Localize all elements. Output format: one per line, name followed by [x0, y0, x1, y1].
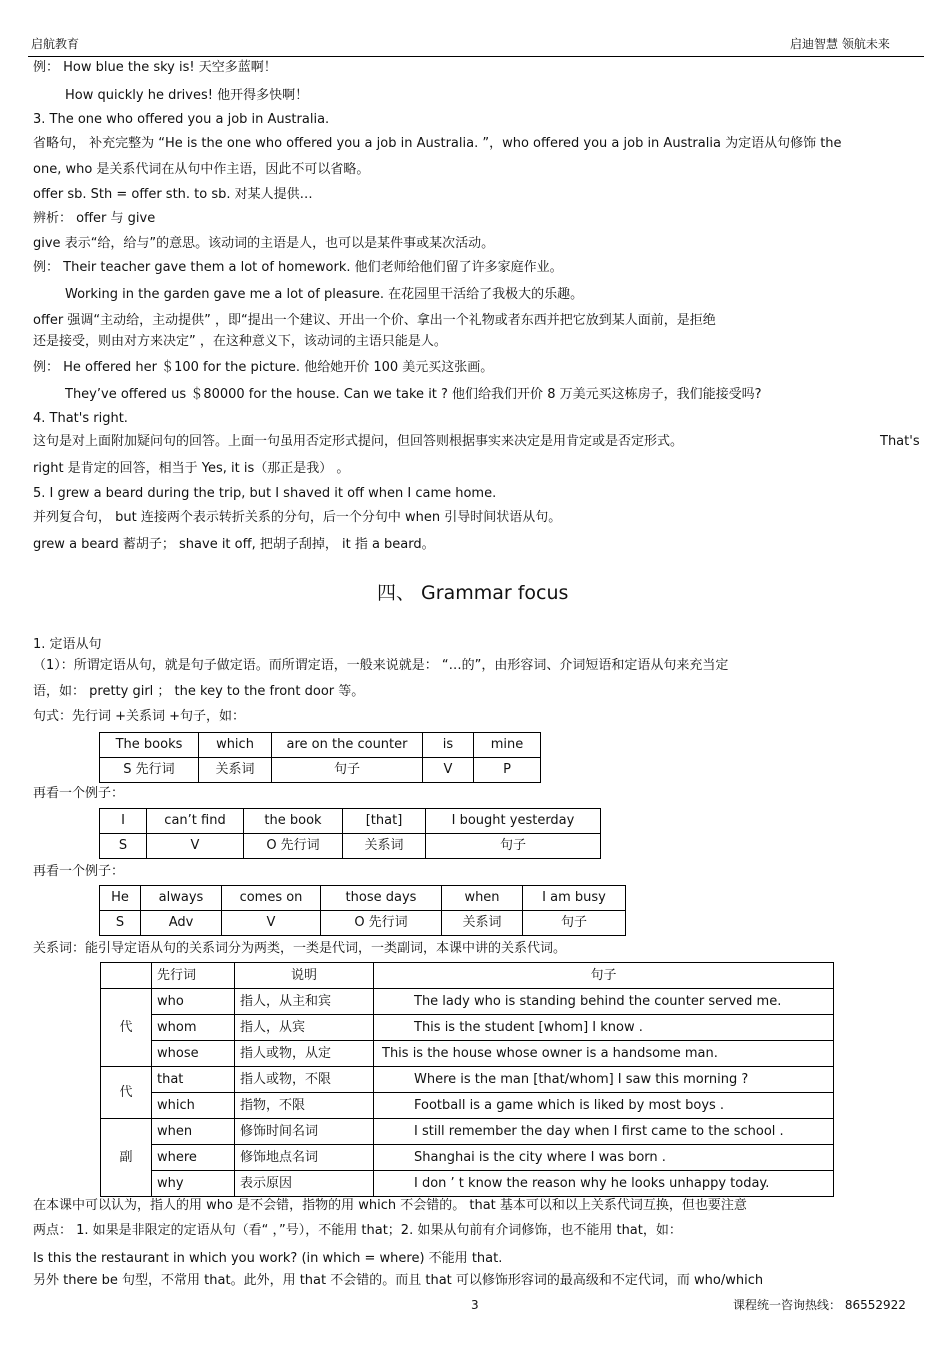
text-line: one, who 是关系代词在从句中作主语，因此不可以省略。	[33, 162, 370, 177]
table-cell: 指人，从主和宾	[235, 989, 374, 1015]
text-line: right 是肯定的回答，相当于 Yes, it is（那正是我） 。	[33, 461, 350, 476]
text-line: offer 强调“主动给，主动提供” ，即“提出一个建议、开出一个价、拿出一个礼物或者东西并把它放到某人面前，是拒绝	[33, 313, 716, 328]
table-cell: S	[100, 911, 141, 936]
table-cell: 指物，不限	[235, 1093, 374, 1119]
text-line: 例： He offered her ＄100 for the picture. 他给她开价 100 美元买这张画。	[33, 360, 494, 375]
table-cell: I am busy	[523, 886, 626, 911]
text-line: 辨析： offer 与 give	[33, 211, 156, 226]
table-cell: comes on	[222, 886, 321, 911]
text-line: 两点： 1. 如果是非限定的定语从句（看“ ，”号），不能用 that；2. 如果从句前有介词修饰，也不能用 that，如：	[33, 1223, 682, 1238]
table-cell: the book	[244, 809, 343, 834]
text-line: 省略句， 补充完整为 “He is the one who offered you a job in Australia. ”，who offered you a job in Australia 为定语从句修饰 the	[33, 136, 842, 151]
text-line: offer sb. Sth = offer sth. to sb. 对某人提供…	[33, 187, 313, 202]
table-cell: P	[474, 758, 541, 783]
table-cell: 句子	[523, 911, 626, 936]
table-cell: V	[423, 758, 474, 783]
table-cell: why	[152, 1171, 235, 1197]
table-cell: This is the student [whom] I know .	[374, 1015, 834, 1041]
section-title: 四、 Grammar focus	[377, 582, 569, 604]
table-cell: 指人或物，不限	[235, 1067, 374, 1093]
group-label: 代	[101, 1067, 152, 1119]
table-cell: 关系词	[343, 834, 426, 859]
table-header-blank	[101, 963, 152, 989]
text-line: 在本课中可以认为，指人的用 who 是不会错，指物的用 which 不会错的。 that 基本可以和以上关系代词互换，但也要注意	[33, 1198, 747, 1213]
table-cell: This is the house whose owner is a handsome man.	[374, 1041, 834, 1067]
table-cell: 关系词	[442, 911, 523, 936]
group-label: 副	[101, 1119, 152, 1197]
table-cell: which	[152, 1093, 235, 1119]
text-line: 这句是对上面附加疑问句的回答。上面一句虽用否定形式提问，但回答则根据事实来决定是用肯定或是否定形式。	[33, 434, 684, 449]
text-line: 关系词：能引导定语从句的关系词分为两类，一类是代词，一类副词，本课中讲的关系代词。	[33, 941, 567, 956]
table-cell: that	[152, 1067, 235, 1093]
table-header: 句子	[374, 963, 834, 989]
text-line: 句式：先行词 +关系词 +句子，如：	[33, 709, 246, 724]
table-cell: I still remember the day when I first came to the school .	[374, 1119, 834, 1145]
table-cell: Where is the man [that/whom] I saw this morning ?	[374, 1067, 834, 1093]
table-cell: Adv	[141, 911, 222, 936]
header-rule	[28, 56, 924, 57]
example-table-3	[99, 885, 626, 936]
table-cell: V	[222, 911, 321, 936]
table-cell: 关系词	[199, 758, 272, 783]
text-line: 语，如： pretty girl ； the key to the front door 等。	[33, 684, 365, 699]
table-cell: 指人，从宾	[235, 1015, 374, 1041]
table-cell: where	[152, 1145, 235, 1171]
table-cell: 表示原因	[235, 1171, 374, 1197]
table-cell: 句子	[272, 758, 423, 783]
text-line: Is this the restaurant in which you work? (in which = where) 不能用 that.	[33, 1251, 503, 1266]
header-left: 启航教育	[31, 37, 80, 51]
text-line: Working in the garden gave me a lot of pleasure. 在花园里干活给了我极大的乐趣。	[65, 287, 584, 302]
table-cell: V	[147, 834, 244, 859]
group-label: 代	[101, 989, 152, 1067]
text-line: give 表示“给，给与”的意思。该动词的主语是人，也可以是某件事或某次活动。	[33, 236, 495, 251]
text-line: 4. That's right.	[33, 411, 128, 426]
text-line: They’ve offered us ＄80000 for the house. Can we take it ? 他们给我们开价 8 万美元买这栋房子，我们能接受吗?	[65, 387, 762, 402]
table-header: 说明	[235, 963, 374, 989]
example-table-2	[99, 808, 601, 859]
table-cell: are on the counter	[272, 733, 423, 758]
table-cell: which	[199, 733, 272, 758]
text-line: 1. 定语从句	[33, 637, 102, 652]
relative-pronoun-table	[100, 962, 834, 1197]
table-cell: [that]	[343, 809, 426, 834]
table-cell: The lady who is standing behind the counter served me.	[374, 989, 834, 1015]
table-cell: I bought yesterday	[426, 809, 601, 834]
table-cell: S	[100, 834, 147, 859]
table-header: 先行词	[152, 963, 235, 989]
table-cell: when	[442, 886, 523, 911]
text-line: 另外 there be 句型，不常用 that。此外，用 that 不会错的。而且 that 可以修饰形容词的最高级和不定代词，而 who/which	[33, 1273, 764, 1288]
table-cell: can’t find	[147, 809, 244, 834]
text-line: That's	[880, 434, 920, 449]
table-cell: when	[152, 1119, 235, 1145]
footer-hotline: 课程统一咨询热线： 86552922	[733, 1298, 906, 1312]
table-cell: I don ’ t know the reason why he looks unhappy today.	[374, 1171, 834, 1197]
table-cell: 修饰地点名词	[235, 1145, 374, 1171]
table-cell: Shanghai is the city where I was born .	[374, 1145, 834, 1171]
text-line: 还是接受，则由对方来决定” ，在这种意义下，该动词的主语只能是人。	[33, 334, 447, 349]
text-line: grew a beard 蓄胡子； shave it off, 把胡子刮掉， it 指 a beard。	[33, 537, 435, 552]
table-cell: The books	[100, 733, 199, 758]
text-line: How quickly he drives! 他开得多快啊！	[65, 88, 309, 103]
text-line: （1）：所谓定语从句，就是句子做定语。而所谓定语，一般来说就是： “…的”，由形容词、介词短语和定语从句来充当定	[33, 658, 729, 673]
table-cell: those days	[321, 886, 442, 911]
table-cell: 修饰时间名词	[235, 1119, 374, 1145]
header-right: 启迪智慧 领航未来	[790, 37, 890, 51]
table-cell: O 先行词	[321, 911, 442, 936]
table-cell: is	[423, 733, 474, 758]
table-cell: I	[100, 809, 147, 834]
text-line: 3. The one who offered you a job in Australia.	[33, 112, 330, 127]
text-line: 并列复合句， but 连接两个表示转折关系的分句，后一个分句中 when 引导时间状语从句。	[33, 510, 562, 525]
example-table-1	[99, 732, 541, 783]
table-cell: He	[100, 886, 141, 911]
text-line: 例： How blue the sky is! 天空多蓝啊！	[33, 60, 277, 75]
text-line: 例： Their teacher gave them a lot of homework. 他们老师给他们留了许多家庭作业。	[33, 260, 563, 275]
table-cell: always	[141, 886, 222, 911]
table-cell: whose	[152, 1041, 235, 1067]
table-cell: who	[152, 989, 235, 1015]
table-cell: Football is a game which is liked by most boys .	[374, 1093, 834, 1119]
table-cell: 句子	[426, 834, 601, 859]
table-cell: whom	[152, 1015, 235, 1041]
text-line: 再看一个例子：	[33, 864, 125, 879]
table-cell: 指人或物，从定	[235, 1041, 374, 1067]
table-cell: mine	[474, 733, 541, 758]
table-cell: O 先行词	[244, 834, 343, 859]
text-line: 再看一个例子：	[33, 786, 125, 801]
page-number: 3	[471, 1298, 479, 1312]
table-cell: S 先行词	[100, 758, 199, 783]
text-line: 5. I grew a beard during the trip, but I shaved it off when I came home.	[33, 486, 497, 501]
